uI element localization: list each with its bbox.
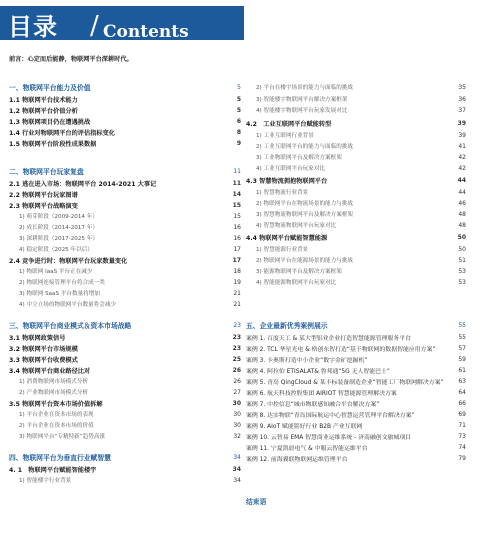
toc-entry[interactable] bbox=[9, 452, 241, 462]
toc-entry-page: 79 bbox=[458, 454, 466, 462]
toc-entry[interactable] bbox=[9, 266, 241, 276]
toc-entry-title: 2) 平台在楼宇场景的能力与面临的挑战 bbox=[256, 85, 354, 91]
toc-entry-page: 23 bbox=[232, 344, 241, 352]
toc-entry-page: 48 bbox=[458, 210, 466, 218]
toc-entry-page: 46 bbox=[458, 199, 466, 207]
toc-entry-title: 一、物联网平台能力及价值 bbox=[9, 84, 91, 92]
toc-entry[interactable] bbox=[9, 277, 241, 287]
toc-entry-page: 23 bbox=[233, 321, 241, 329]
toc-entry[interactable] bbox=[246, 365, 466, 375]
toc-entry[interactable] bbox=[9, 244, 241, 254]
toc-entry-title: 3.2 物联网平台市场规模 bbox=[9, 345, 78, 353]
toc-entry-page: 15 bbox=[232, 201, 241, 209]
toc-entry[interactable] bbox=[246, 130, 466, 140]
toc-entry-title: 3) 智能楼宇物联网平台解决方案框架 bbox=[256, 97, 348, 103]
toc-entry[interactable] bbox=[246, 187, 466, 197]
toc-entry-page: 36 bbox=[458, 95, 466, 103]
toc-entry-page: 30 bbox=[232, 399, 241, 407]
toc-entry-page: 17 bbox=[232, 256, 241, 264]
toc-entry-title: 1) 智慧物流行业背景 bbox=[256, 190, 309, 196]
toc-entry-title: 4.3 智慧物流拥抱物联网平台 bbox=[246, 177, 328, 185]
toc-entry[interactable] bbox=[246, 105, 466, 115]
toc-entry-page: 50 bbox=[458, 245, 466, 253]
toc-entry-page: 53 bbox=[458, 267, 466, 275]
toc-entry[interactable] bbox=[9, 431, 241, 441]
toc-entry-page: 50 bbox=[457, 233, 466, 241]
toc-entry-page: 42 bbox=[458, 164, 466, 172]
toc-entry[interactable] bbox=[246, 152, 466, 162]
toc-entry[interactable] bbox=[9, 332, 241, 342]
toc-entry-page: 44 bbox=[457, 176, 466, 184]
toc-entry-title: 3) 深耕阶段（2017-2025 年） bbox=[19, 236, 98, 242]
toc-entry-title: 1) 消费物联网市场模式分析 bbox=[19, 379, 89, 385]
toc-entry[interactable] bbox=[9, 475, 241, 485]
toc-entry-page: 9 bbox=[236, 139, 241, 147]
toc-entry-title: 案例 1. 百度天工 & 某大型铝业企业打造智慧能源管理服务平台 bbox=[246, 335, 411, 342]
toc-entry-page: 51 bbox=[458, 256, 466, 264]
toc-entry-title: 1.2 物联网平台价值分析 bbox=[9, 107, 78, 115]
toc-entry-title: 四、物联网平台为垂直行业赋智慧 bbox=[9, 454, 111, 462]
toc-entry-title: 1) 物联网 IaaS 平台正在减少 bbox=[19, 269, 93, 275]
toc-entry-title: 4) 智能能源物联网平台玩家对比 bbox=[256, 280, 337, 286]
toc-entry-page: 11 bbox=[232, 179, 241, 187]
toc-entry[interactable] bbox=[246, 82, 466, 92]
toc-entry[interactable] bbox=[9, 116, 241, 126]
toc-entry[interactable] bbox=[246, 277, 466, 287]
toc-entry[interactable] bbox=[9, 127, 241, 137]
toc-entry-title: 4) 稳定阶段（2025 年以后） bbox=[19, 247, 93, 253]
toc-entry[interactable] bbox=[9, 138, 241, 148]
toc-entry-page: 27 bbox=[233, 388, 241, 396]
toc-entry-page: 64 bbox=[458, 388, 466, 396]
toc-entry-title: 2.4 竞争进行时：物联网平台玩家数量变化 bbox=[9, 257, 128, 265]
toc-entry-page: 21 bbox=[233, 289, 241, 297]
toc-entry[interactable] bbox=[246, 442, 466, 452]
toc-entry-page: 55 bbox=[458, 333, 466, 341]
toc-entry-page: 6 bbox=[236, 117, 241, 125]
toc-entry-page: 16 bbox=[233, 234, 241, 242]
toc-entry-page: 63 bbox=[458, 377, 466, 385]
toc-entry-title: 案例 2. TCL 华星光电 & 格创东智打造“基于物联网的数据智能应用方案” bbox=[246, 346, 436, 353]
toc-entry[interactable] bbox=[246, 496, 466, 506]
toc-entry-title: 1) 工业互联网行业背景 bbox=[256, 133, 314, 139]
toc-entry-page: 61 bbox=[458, 366, 466, 374]
toc-entry[interactable] bbox=[9, 464, 241, 474]
toc-entry-page: 34 bbox=[232, 465, 241, 473]
toc-entry-page: 35 bbox=[458, 83, 466, 91]
toc-entry-page: 15 bbox=[233, 212, 241, 220]
toc-entry[interactable] bbox=[9, 365, 241, 375]
toc-entry-title: 4.4 物联网平台赋能智慧能源 bbox=[246, 234, 328, 242]
toc-entry[interactable] bbox=[246, 118, 466, 128]
toc-entry[interactable] bbox=[246, 376, 466, 386]
toc-entry-page: 34 bbox=[233, 476, 241, 484]
toc-entry[interactable] bbox=[246, 453, 466, 463]
toc-entry[interactable] bbox=[246, 244, 466, 254]
toc-entry-title: 案例 5. 青岛 QingCloud & 某丰标装备制造企业“智能工厂物联网解决方案” bbox=[246, 379, 444, 386]
toc-entry[interactable] bbox=[246, 141, 466, 151]
toc-entry[interactable] bbox=[246, 163, 466, 173]
toc-entry-page: 5 bbox=[236, 95, 241, 103]
toc-entry-title: 3.1 物联网政策信号 bbox=[9, 334, 66, 342]
toc-entry-title: 2) 物联网平台在能源场景的能力与挑战 bbox=[256, 258, 354, 264]
toc-entry-title: 1) 萌芽阶段（2009-2014 年） bbox=[19, 214, 98, 220]
toc-entry-title: 3.4 物联网平台商业路径比对 bbox=[9, 367, 91, 375]
toc-entry-title: 2) 物联网平台在物流场景的能力与挑战 bbox=[256, 201, 354, 207]
toc-entry-page: 42 bbox=[458, 153, 466, 161]
toc-entry-title: 2) 工业互联网平台的能力与面临的挑战 bbox=[256, 144, 354, 150]
toc-entry[interactable] bbox=[9, 200, 241, 210]
toc-entry-page: 8 bbox=[236, 128, 241, 136]
toc-entry[interactable] bbox=[246, 343, 466, 353]
toc-entry-page: 26 bbox=[233, 377, 241, 385]
toc-entry-title: 3) 物联网 SaaS 平台数量将增加 bbox=[19, 291, 100, 297]
toc-entry[interactable] bbox=[246, 198, 466, 208]
toc-entry-title: 1) 智能楼宇行业背景 bbox=[19, 478, 72, 484]
toc-entry-title: 1.3 物联网项目仍在遭遇挑战 bbox=[9, 118, 91, 126]
toc-entry-page: 55 bbox=[458, 321, 466, 329]
toc-entry[interactable] bbox=[9, 398, 241, 408]
toc-entry-page: 69 bbox=[458, 410, 466, 418]
toc-entry-title: 2) 物联网连接管理平台将合成一类 bbox=[19, 280, 105, 286]
toc-entry[interactable] bbox=[246, 94, 466, 104]
toc-entry-page: 73 bbox=[458, 432, 466, 440]
toc-entry-title: 案例 4. 阿拉伯 ETISALAT& 鲁邦通“5G 无人智能巴士” bbox=[246, 368, 390, 375]
toc-entry-title: 3.3 物联网平台收费模式 bbox=[9, 356, 78, 364]
toc-entry-page: 39 bbox=[458, 131, 466, 139]
toc-entry-page: 17 bbox=[233, 245, 241, 253]
toc-entry-title: 2.2 物联网平台玩家图谱 bbox=[9, 191, 78, 199]
toc-entry-page: 39 bbox=[457, 119, 466, 127]
toc-entry[interactable] bbox=[246, 175, 466, 185]
toc-entry[interactable] bbox=[246, 255, 466, 265]
toc-entry[interactable] bbox=[9, 189, 241, 199]
toc-entry[interactable] bbox=[9, 387, 241, 397]
toc-entry-page: 25 bbox=[232, 355, 241, 363]
toc-entry[interactable] bbox=[9, 222, 241, 232]
toc-entry-page: 32 bbox=[233, 432, 241, 440]
toc-entry-title: 三、物联网平台商业模式＆资本市场战略 bbox=[9, 322, 132, 330]
toc-entry[interactable] bbox=[246, 354, 466, 364]
toc-entry-title: 4. 1 物联网平台赋能智能楼宇 bbox=[9, 466, 97, 474]
toc-entry-title: 2) 产业物联网市场模式分析 bbox=[19, 390, 89, 396]
toc-entry-title: 案例 12. 前海翼联物联网运维管理平台 bbox=[246, 456, 348, 463]
toc-entry[interactable] bbox=[246, 409, 466, 419]
toc-entry-page: 11 bbox=[233, 167, 241, 175]
toc-entry[interactable] bbox=[9, 343, 241, 353]
contents-title-en: Contents bbox=[103, 22, 189, 42]
toc-entry-title: 案例 6. 航天科技控股集团 AIRIOT 智慧能源管理解决方案 bbox=[246, 390, 397, 397]
toc-entry-title: 案例 10. 云智易 EMA 智慧商业运维系统 - 济南融创文旅城项目 bbox=[246, 434, 412, 441]
banner-slash: / bbox=[90, 11, 99, 41]
toc-entry[interactable] bbox=[9, 105, 241, 115]
toc-entry[interactable] bbox=[9, 420, 241, 430]
toc-entry-title: 4.2 工业互联网平台赋能转型 bbox=[246, 120, 332, 128]
toc-entry-title: 结束语 bbox=[246, 498, 267, 506]
toc-entry[interactable] bbox=[246, 220, 466, 230]
toc-entry-page: 23 bbox=[232, 333, 241, 341]
toc-entry[interactable] bbox=[246, 332, 466, 342]
toc-entry-title: 二、物联网平台玩家复盘 bbox=[9, 168, 84, 176]
toc-entry-title: 3) 物联网平台“专精特新”趋势高涨 bbox=[19, 434, 106, 440]
toc-entry-title: 2) 成长阶段（2014-2017 年） bbox=[19, 225, 98, 231]
toc-entry-title: 1.5 物联网平台阶段性成果数据 bbox=[9, 140, 97, 148]
toc-entry-title: 2.1 逃在进入市场：物联网平台 2014-2021 大事记 bbox=[9, 180, 157, 188]
toc-entry-title: 4) 智慧物流物联网平台玩家对比 bbox=[256, 223, 337, 229]
toc-entry-title: 3.5 物联网平台资本市场价值拆解 bbox=[9, 400, 103, 408]
toc-entry[interactable] bbox=[9, 354, 241, 364]
toc-entry-page: 21 bbox=[233, 300, 241, 308]
toc-entry-page: 37 bbox=[458, 106, 466, 114]
toc-entry-title: 1.1 物联网平台技术能力 bbox=[9, 96, 78, 104]
toc-entry-title: 3) 能源物联网平台及解决方案框架 bbox=[256, 269, 342, 275]
toc-entry[interactable] bbox=[246, 398, 466, 408]
toc-entry-title: 案例 3. 卡奥斯打造中小企业“数字金矿挖掘机” bbox=[246, 357, 368, 364]
toc-entry-title: 案例 7. 中控信息“城市物联感知融合平台解决方案” bbox=[246, 401, 380, 408]
toc-entry-title: 案例 11. 宁夏凯晨电气 & 中服云智能运维平台 bbox=[246, 445, 368, 452]
toc-entry-title: 4) 中立立场的物联网平台数量将会减少 bbox=[19, 302, 117, 308]
toc-entry-page: 41 bbox=[458, 142, 466, 150]
toc-entry-page: 34 bbox=[233, 453, 241, 461]
toc-entry-title: 1.4 行业对物联网平台的评估指标变化 bbox=[9, 129, 115, 137]
toc-entry-title: 案例 9. AIoT 赋能铭好行业 B2B 产业互联网 bbox=[246, 423, 363, 430]
toc-entry[interactable] bbox=[9, 409, 241, 419]
toc-entry[interactable] bbox=[9, 288, 241, 298]
toc-entry[interactable] bbox=[246, 420, 466, 430]
toc-entry[interactable] bbox=[246, 232, 466, 242]
toc-entry[interactable] bbox=[9, 233, 241, 243]
toc-entry-title: 2) 平台企业在资本市场的价值 bbox=[19, 423, 94, 429]
toc-entry[interactable] bbox=[9, 299, 241, 309]
preface-line: 前言：心定而后能静，物联网平台深耕时代。 bbox=[9, 56, 133, 63]
toc-entry[interactable] bbox=[9, 166, 241, 176]
toc-entry[interactable] bbox=[9, 94, 241, 104]
toc-entry-title: 4) 智能楼宇物联网平台玩家发展对比 bbox=[256, 108, 348, 114]
toc-entry-page: 66 bbox=[458, 399, 466, 407]
toc-entry-page: 71 bbox=[458, 421, 466, 429]
toc-entry-page: 16 bbox=[233, 223, 241, 231]
contents-banner bbox=[0, 6, 244, 40]
toc-entry-page: 53 bbox=[458, 278, 466, 286]
toc-entry-page: 26 bbox=[232, 366, 241, 374]
toc-entry-page: 30 bbox=[233, 421, 241, 429]
toc-entry[interactable] bbox=[246, 387, 466, 397]
toc-entry-page: 59 bbox=[458, 355, 466, 363]
toc-entry[interactable] bbox=[9, 82, 241, 92]
toc-entry-title: 4) 工业互联网平台玩家对比 bbox=[256, 166, 326, 172]
toc-entry-title: 2.3 物联网平台战略演变 bbox=[9, 202, 78, 210]
toc-entry-page: 44 bbox=[458, 188, 466, 196]
toc-entry-title: 3) 工业物联网平台及解决方案框架 bbox=[256, 155, 342, 161]
toc-entry[interactable] bbox=[246, 320, 466, 330]
toc-entry-page: 57 bbox=[458, 344, 466, 352]
toc-entry-page: 19 bbox=[233, 278, 241, 286]
toc-entry[interactable] bbox=[246, 266, 466, 276]
toc-entry[interactable] bbox=[9, 255, 241, 265]
toc-entry[interactable] bbox=[9, 211, 241, 221]
toc-entry-page: 18 bbox=[233, 267, 241, 275]
contents-title-cn: 目录 bbox=[8, 13, 58, 41]
toc-entry-page: 5 bbox=[236, 106, 241, 114]
toc-entry-title: 3) 智慧物流物联网平台及解决方案框架 bbox=[256, 212, 354, 218]
toc-entry[interactable] bbox=[9, 178, 241, 188]
toc-entry[interactable] bbox=[246, 209, 466, 219]
toc-entry-title: 1) 平台企业在资本市场的表现 bbox=[19, 412, 94, 418]
toc-entry-page: 14 bbox=[232, 190, 241, 198]
toc-entry-page: 74 bbox=[458, 443, 466, 451]
toc-entry-title: 五、企业最新优秀案例展示 bbox=[246, 322, 328, 330]
toc-entry[interactable] bbox=[9, 376, 241, 386]
toc-entry[interactable] bbox=[9, 320, 241, 330]
toc-entry[interactable] bbox=[246, 431, 466, 441]
toc-entry-page: 5 bbox=[237, 83, 241, 91]
toc-entry-title: 1) 智慧能源行业背景 bbox=[256, 247, 309, 253]
toc-entry-page: 48 bbox=[458, 221, 466, 229]
toc-entry-title: 案例 8. 达实物联“青岛国际航运中心智慧运营管理平台解决方案” bbox=[246, 412, 415, 419]
toc-entry-page: 30 bbox=[233, 410, 241, 418]
